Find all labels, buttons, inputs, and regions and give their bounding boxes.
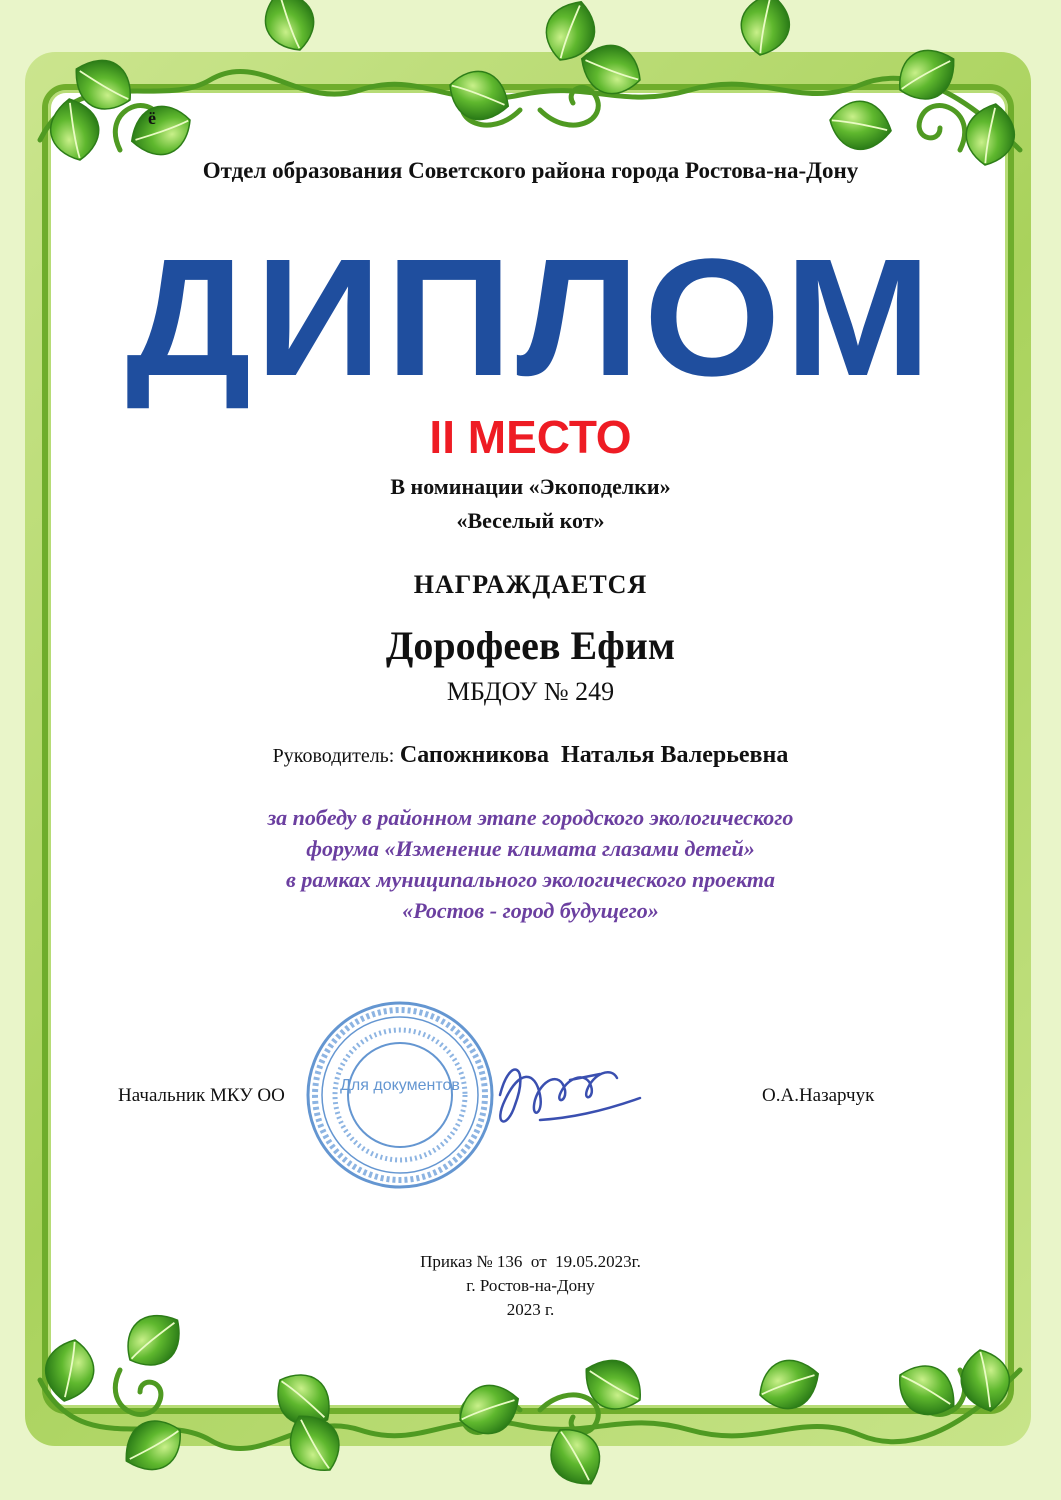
city-line: г. Ростов-на-Дону bbox=[466, 1276, 595, 1295]
nomination: В номинации «Экоподелки» bbox=[390, 474, 671, 499]
stamp-text: Для документов bbox=[340, 1077, 460, 1094]
reason-line: форума «Изменение климата глазами детей» bbox=[306, 836, 755, 861]
diploma-title: ДИПЛОМ bbox=[125, 224, 936, 412]
signatory-name: О.А.Назарчук bbox=[762, 1085, 875, 1106]
stray-mark: ё bbox=[148, 108, 156, 128]
recipient-name: Дорофеев Ефим bbox=[385, 623, 676, 668]
official-stamp bbox=[308, 1003, 492, 1187]
reason-line: «Ростов - город будущего» bbox=[402, 898, 659, 923]
place-award: II МЕСТО bbox=[429, 411, 632, 463]
work-title: «Веселый кот» bbox=[456, 508, 605, 533]
leader-label: Руководитель: bbox=[272, 745, 395, 767]
order-block bbox=[0, 1250, 1061, 1322]
reason-line: в рамках муниципального экологического проекта bbox=[286, 867, 775, 892]
signatory-role: Начальник МКУ ОО bbox=[118, 1085, 285, 1106]
issuer-header: Отдел образования Советского района города Ростова-на-Дону bbox=[202, 158, 859, 183]
leader-name: Сапожникова Наталья Валерьевна bbox=[399, 742, 789, 768]
year-line: 2023 г. bbox=[506, 1300, 555, 1319]
recipient-organization: МБДОУ № 249 bbox=[446, 677, 615, 706]
order-line: Приказ № 136 от 19.05.2023г. bbox=[420, 1252, 641, 1271]
signature bbox=[500, 1070, 640, 1122]
awarded-heading: НАГРАЖДАЕТСЯ bbox=[413, 570, 648, 599]
reason-line: за победу в районном этапе городского экологического bbox=[267, 805, 794, 830]
